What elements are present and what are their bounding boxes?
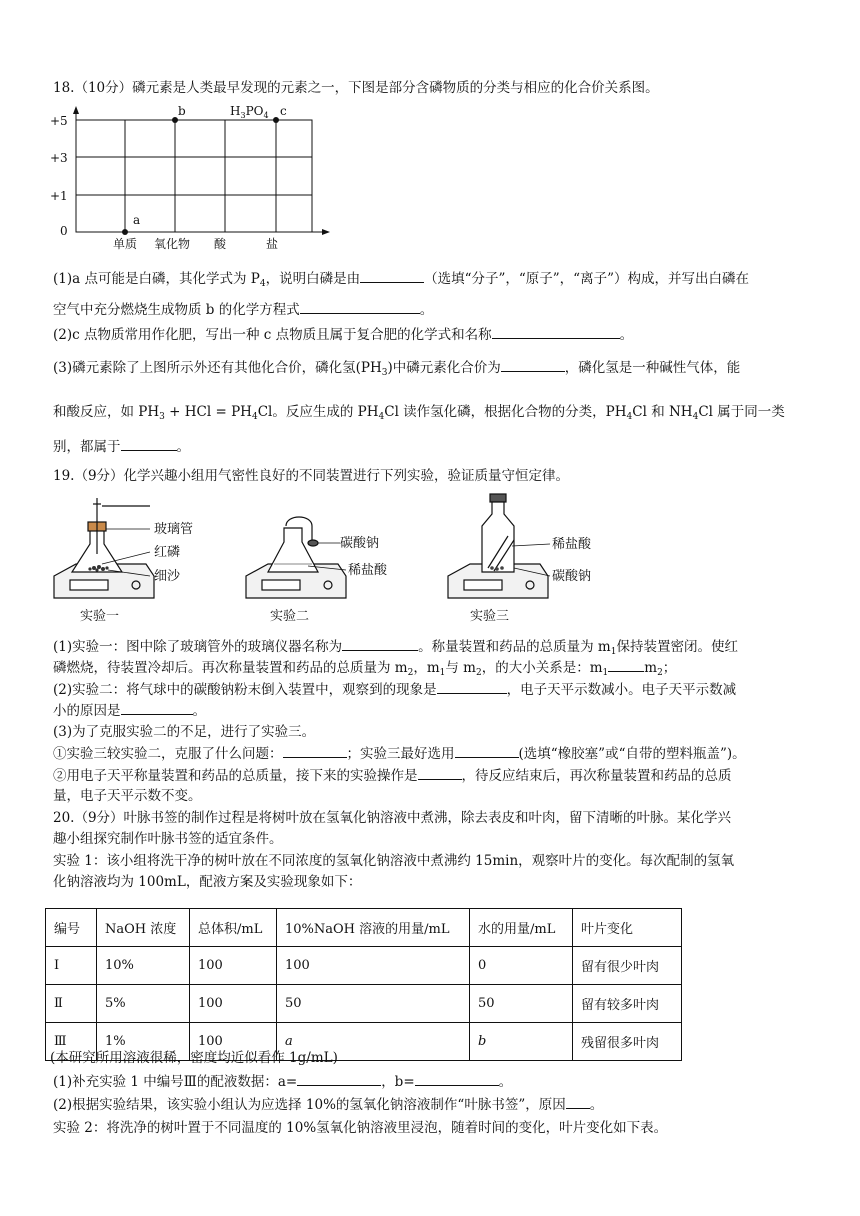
answer-blank[interactable] — [121, 700, 193, 715]
q20-note: (本研究所用溶液很稀，密度均近似看作 1g/mL) — [50, 1050, 338, 1066]
exp2-label: 碳酸钠 — [340, 536, 380, 551]
experiment-3-apparatus — [448, 494, 548, 598]
answer-blank[interactable] — [492, 324, 620, 339]
q20-part2: (2)根据实验结果，该实验小组认为应选择 10%的氢氧化钠溶液制作“叶脉书签”，原因 。 — [53, 1094, 603, 1115]
q19-part3-item2-line2: 量，电子天平示数不变。 — [53, 788, 202, 804]
q18-part3-line2: 和酸反应，如 $PH_3$ + HCl = $PH_4Cl$。反应生成的 $PH_4Cl$ 读作氢化磷，根据化合物的分类，$PH_4Cl$ 和 $NH_4Cl$ 属于同一类 — [53, 404, 785, 422]
data-table — [45, 908, 682, 1061]
q19-title: 19.（9分）化学兴趣小组用气密性良好的不同装置进行下列实验，验证质量守恒定律。 — [53, 468, 570, 484]
answer-blank[interactable] — [501, 357, 565, 372]
table-row — [46, 947, 682, 985]
table-cell: 100 — [190, 1023, 277, 1061]
exp3-label: 稀盐酸 — [552, 537, 592, 552]
answer-blank[interactable] — [342, 636, 418, 651]
point-label-a: a — [133, 213, 141, 227]
q18-title: 18.（10分）磷元素是人类最早发现的元素之一，下图是部分含磷物质的分类与相应的化合价关系图。 — [53, 80, 659, 96]
point-label-h3po4: $H_3PO_4$ — [230, 104, 269, 120]
chart-grid-border — [76, 120, 312, 232]
table-cell: 留有很少叶肉 — [573, 947, 682, 985]
table-cell: Ⅰ — [46, 947, 97, 985]
q18-part1-line1: (1)a 点可能是白磷，其化学式为 $P_4$，说明白磷是由 （选填“分子”，“原子”，“离子”）构成，并写出白磷在 — [53, 268, 749, 289]
table-cell: 5% — [97, 985, 190, 1023]
y-tick: +5 — [50, 114, 68, 128]
x-tick: 氧化物 — [154, 237, 191, 251]
table-cell: 50 — [470, 985, 573, 1023]
caption-exp2: 实验二 — [270, 609, 310, 624]
y-tick: +1 — [50, 189, 68, 203]
table-header-row — [46, 909, 682, 947]
answer-blank[interactable] — [608, 657, 644, 672]
table-header-cell: 水的用量/mL — [470, 909, 573, 947]
x-tick: 单质 — [113, 237, 138, 251]
q20-exp1-line2: 化钠溶液均为 100mL，配液方案及实验现象如下： — [53, 874, 362, 890]
experiment-2-apparatus — [246, 517, 346, 598]
answer-blank[interactable] — [437, 679, 507, 694]
table-cell: 10% — [97, 947, 190, 985]
x-tick: 酸 — [214, 237, 227, 251]
exp3-label: 碳酸钠 — [552, 569, 592, 584]
q18-part3-line1: (3)磷元素除了上图所示外还有其他化合价，磷化氢$(PH_3)$中磷元素化合价为 ，磷化氢是一种碱性气体，能 — [53, 357, 740, 378]
table-cell: 残留很多叶肉 — [573, 1023, 682, 1061]
table-header-cell: 编号 — [46, 909, 97, 947]
table-cell: 1% — [97, 1023, 190, 1061]
answer-blank[interactable] — [360, 268, 424, 283]
q19-part1-line1: (1)实验一：图中除了玻璃管外的玻璃仪器名称为 。称量装置和药品的总质量为 $m_1$保持装置密闭。使红 — [53, 636, 738, 657]
caption-exp3: 实验三 — [470, 609, 510, 624]
q19-part3-item2-line1: ②用电子天平称量装置和药品的总质量，接下来的实验操作是 ，待反应结束后，再次称量装置和药品的总质 — [53, 765, 732, 786]
q20-exp2: 实验 2：将洗净的树叶置于不同温度的 10%氢氧化钠溶液里浸泡，随着时间的变化，叶片变化如下表。 — [53, 1120, 668, 1136]
answer-blank[interactable] — [418, 765, 462, 780]
y-tick: +3 — [50, 151, 68, 165]
answer-blank[interactable] — [455, 743, 519, 758]
valence-chart — [40, 100, 340, 255]
answer-blank[interactable] — [297, 1071, 381, 1086]
x-tick: 盐 — [266, 237, 279, 251]
point-label-b: b — [178, 104, 186, 118]
answer-blank[interactable] — [121, 436, 177, 451]
experiment-1-apparatus — [54, 498, 154, 598]
table-cell: 100 — [190, 985, 277, 1023]
q19-part2-line1: (2)实验二：将气球中的碳酸钠粉末倒入装置中，观察到的现象是 ，电子天平示数减小。电子天平示数减 — [53, 679, 736, 700]
table-cell: b — [470, 1023, 573, 1061]
point-label-c: c — [280, 104, 287, 118]
q20-part1: (1)补充实验 1 中编号Ⅲ的配液数据：a= ，b= 。 — [53, 1071, 512, 1092]
table-cell: 留有较多叶肉 — [573, 985, 682, 1023]
table-cell: 100 — [190, 947, 277, 985]
table-cell: 50 — [277, 985, 470, 1023]
table-header-cell: 10%NaOH 溶液的用量/mL — [277, 909, 470, 947]
exp1-label: 红磷 — [154, 545, 181, 560]
answer-blank[interactable] — [566, 1094, 590, 1109]
answer-blank[interactable] — [300, 299, 420, 314]
table-header-cell: NaOH 浓度 — [97, 909, 190, 947]
table-cell: 0 — [470, 947, 573, 985]
q20-title: 20.（9分）叶脉书签的制作过程是将树叶放在氢氧化钠溶液中煮沸，除去表皮和叶肉，留下清晰的叶脉。某化学兴 — [53, 810, 732, 826]
table-cell: 100 — [277, 947, 470, 985]
table-cell: Ⅱ — [46, 985, 97, 1023]
q19-part2-line2: 小的原因是 。 — [53, 700, 206, 721]
point-a — [122, 229, 128, 235]
exp2-label: 稀盐酸 — [348, 563, 388, 578]
q19-part3: (3)为了克服实验二的不足，进行了实验三。 — [53, 724, 316, 740]
q18-part1-line2: 空气中充分燃烧生成物质 b 的化学方程式 。 — [53, 299, 433, 320]
table-cell: a — [277, 1023, 470, 1061]
y-tick: 0 — [60, 224, 68, 238]
table-cell: Ⅲ — [46, 1023, 97, 1061]
answer-blank[interactable] — [415, 1071, 499, 1086]
q20-exp1-line1: 实验 1：该小组将洗干净的树叶放在不同浓度的氢氧化钠溶液中煮沸约 15min，观察叶片的变化。每次配制的氢氧 — [53, 853, 735, 869]
point-h3po4 — [273, 117, 279, 123]
table-row — [46, 985, 682, 1023]
table-header-cell: 总体积/mL — [190, 909, 277, 947]
exp1-label: 玻璃管 — [154, 522, 194, 537]
table-header-cell: 叶片变化 — [573, 909, 682, 947]
q19-part3-item1: ①实验三较实验二，克服了什么问题： ；实验三最好选用 (选填“橡胶塞”或“自带的塑料瓶盖”)。 — [53, 743, 746, 764]
q19-part1-line2: 磷燃烧，待装置冷却后。再次称量装置和药品的总质量为 $m_2$，$m_1$与 $m_2$，的大小关系是：$m_1$ $m_2$； — [53, 657, 676, 678]
q18-part3-line3: 别，都属于 。 — [53, 436, 190, 457]
answer-blank[interactable] — [283, 743, 347, 758]
q20-title-line2: 趣小组探究制作叶脉书签的适宜条件。 — [53, 831, 283, 847]
exp1-label: 细沙 — [154, 569, 181, 584]
experiment-figure — [50, 492, 610, 632]
q18-part2: (2)c 点物质常用作化肥，写出一种 c 点物质且属于复合肥的化学式和名称 。 — [53, 324, 633, 345]
caption-exp1: 实验一 — [80, 609, 120, 624]
